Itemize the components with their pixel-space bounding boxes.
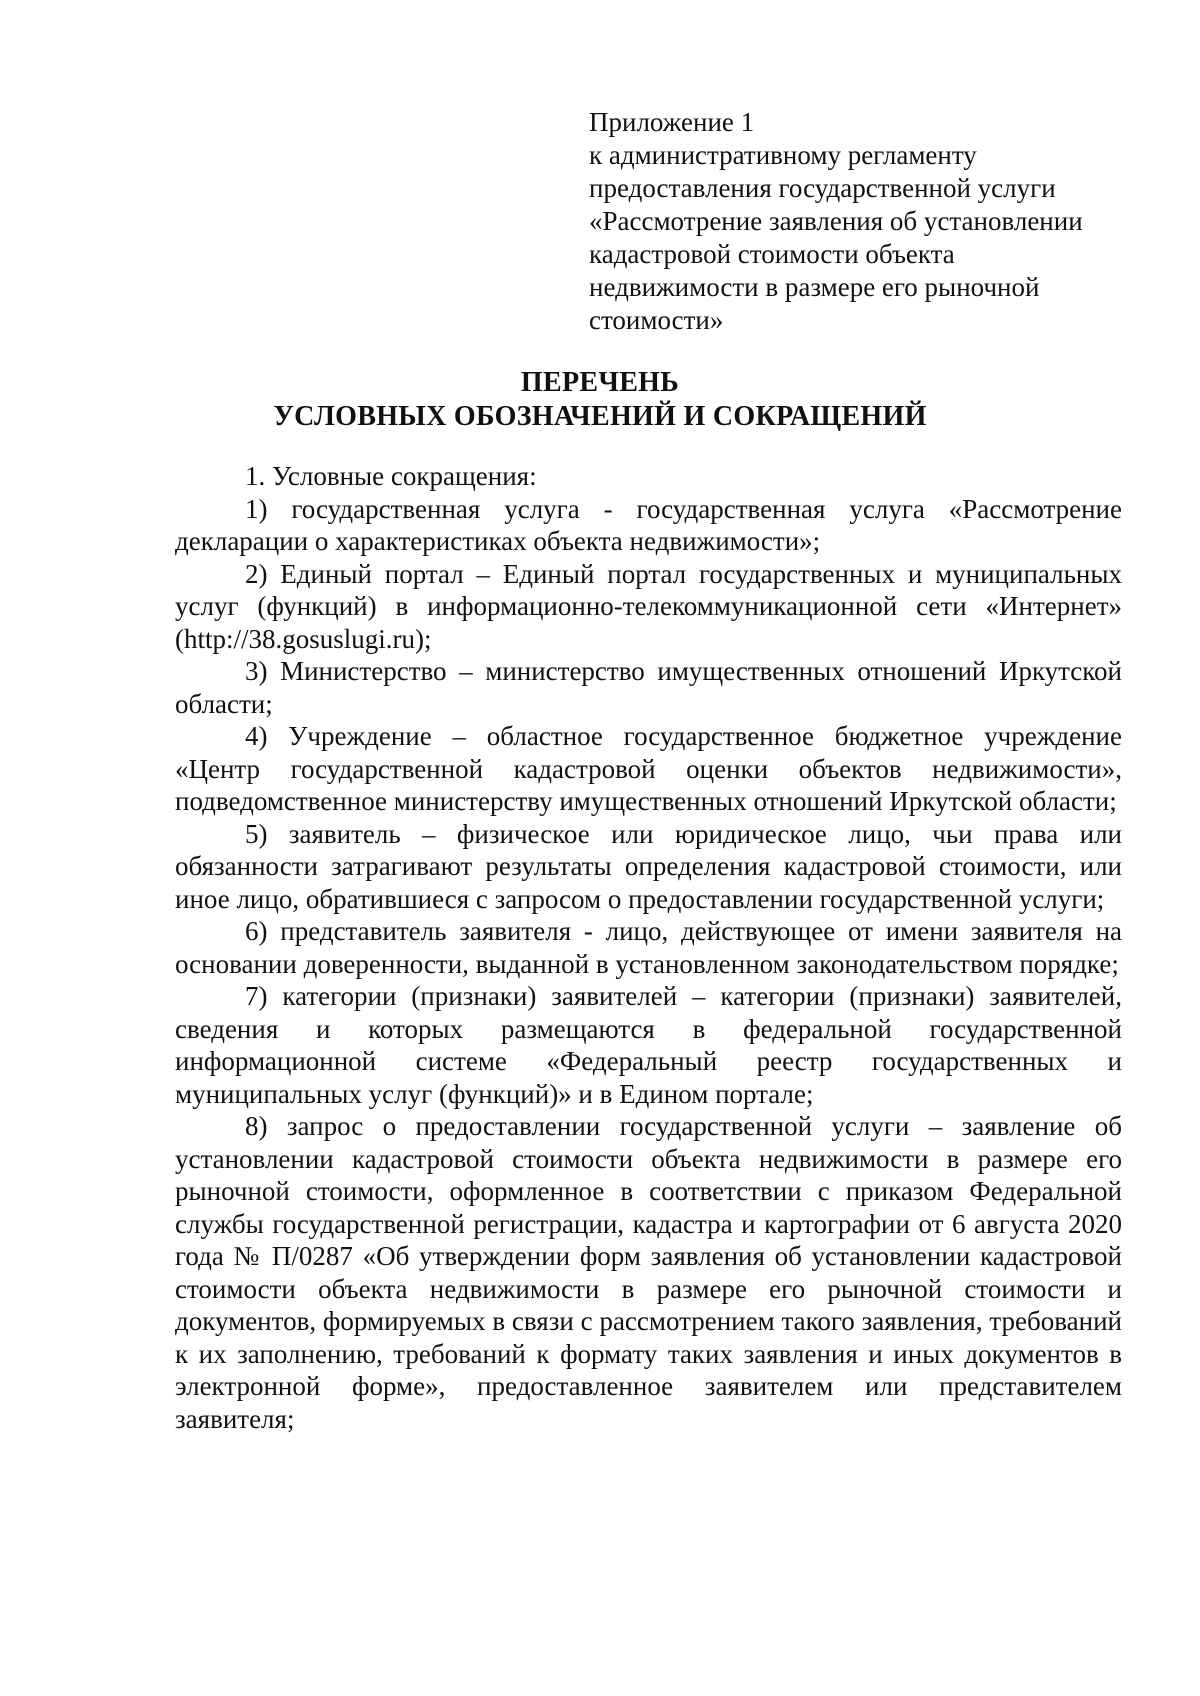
definition-item: 3) Министерство – министерство имущественных отношений Иркутской области; bbox=[175, 656, 1122, 719]
appendix-line: к административному регламенту bbox=[589, 140, 977, 170]
section-heading: 1. Условные сокращения: bbox=[245, 461, 537, 491]
appendix-line: недвижимости в размере его рыночной bbox=[589, 272, 1040, 302]
definition-item: 8) запрос о предоставлении государственной услуги – заявление об установлении кадастровой стоимости объекта недвижимости в размере его рыночной стоимости, оформленное в соответствии с приказом Федеральной службы государственной регистрации, кадастра и картографии от 6 августа 2020 года № П/0287 «Об утверждении форм заявления об установлении кадастровой стоимости объекта недвижимости в размере его рыночной стоимости и документов, формируемых в связи с рассмотрением такого заявления, требований к их заполнению, требований к формату таких заявления и иных документов в электронной форме», предоставленное заявителем или представителем заявителя; bbox=[175, 1111, 1122, 1434]
definition-item: 2) Единый портал – Единый портал государственных и муниципальных услуг (функций) в информационно-телекоммуникационной сети «Интернет» (http://38.gosuslugi.ru); bbox=[175, 558, 1122, 654]
definition-item: 5) заявитель – физическое или юридическое лицо, чьи права или обязанности затрагивают результаты определения кадастровой стоимости, или иное лицо, обратившиеся с запросом о предоставлении государственной услуги; bbox=[175, 818, 1122, 914]
definition-item: 4) Учреждение – областное государственное бюджетное учреждение «Центр государственной кадастровой оценки объектов недвижимости», подведомственное министерству имущественных отношений Иркутской области; bbox=[175, 721, 1122, 816]
appendix-line: «Рассмотрение заявления об установлении bbox=[589, 206, 1083, 236]
document-title: ПЕРЕЧЕНЬ bbox=[520, 367, 680, 398]
appendix-header bbox=[589, 106, 1149, 337]
appendix-line: Приложение 1 bbox=[589, 107, 755, 137]
document-subtitle: УСЛОВНЫХ ОБОЗНАЧЕНИЙ И СОКРАЩЕНИЙ bbox=[273, 401, 927, 432]
appendix-line: стоимости» bbox=[589, 305, 724, 335]
appendix-line: предоставления государственной услуги bbox=[589, 173, 1056, 203]
definition-item: 6) представитель заявителя - лицо, действующее от имени заявителя на основании доверенности, выданной в установленном законодательством порядке; bbox=[175, 916, 1122, 979]
document-body bbox=[175, 460, 1122, 1435]
definition-item: 1) государственная услуга - государственная услуга «Рассмотрение декларации о характеристиках объекта недвижимости»; bbox=[175, 493, 1122, 556]
definition-item: 7) категории (признаки) заявителей – категории (признаки) заявителей, сведения и которых размещаются в федеральной государственной информационной системе «Федеральный реестр государственных и муниципальных услуг (функций)» и в Едином портале; bbox=[175, 981, 1122, 1109]
appendix-line: кадастровой стоимости объекта bbox=[589, 239, 955, 269]
